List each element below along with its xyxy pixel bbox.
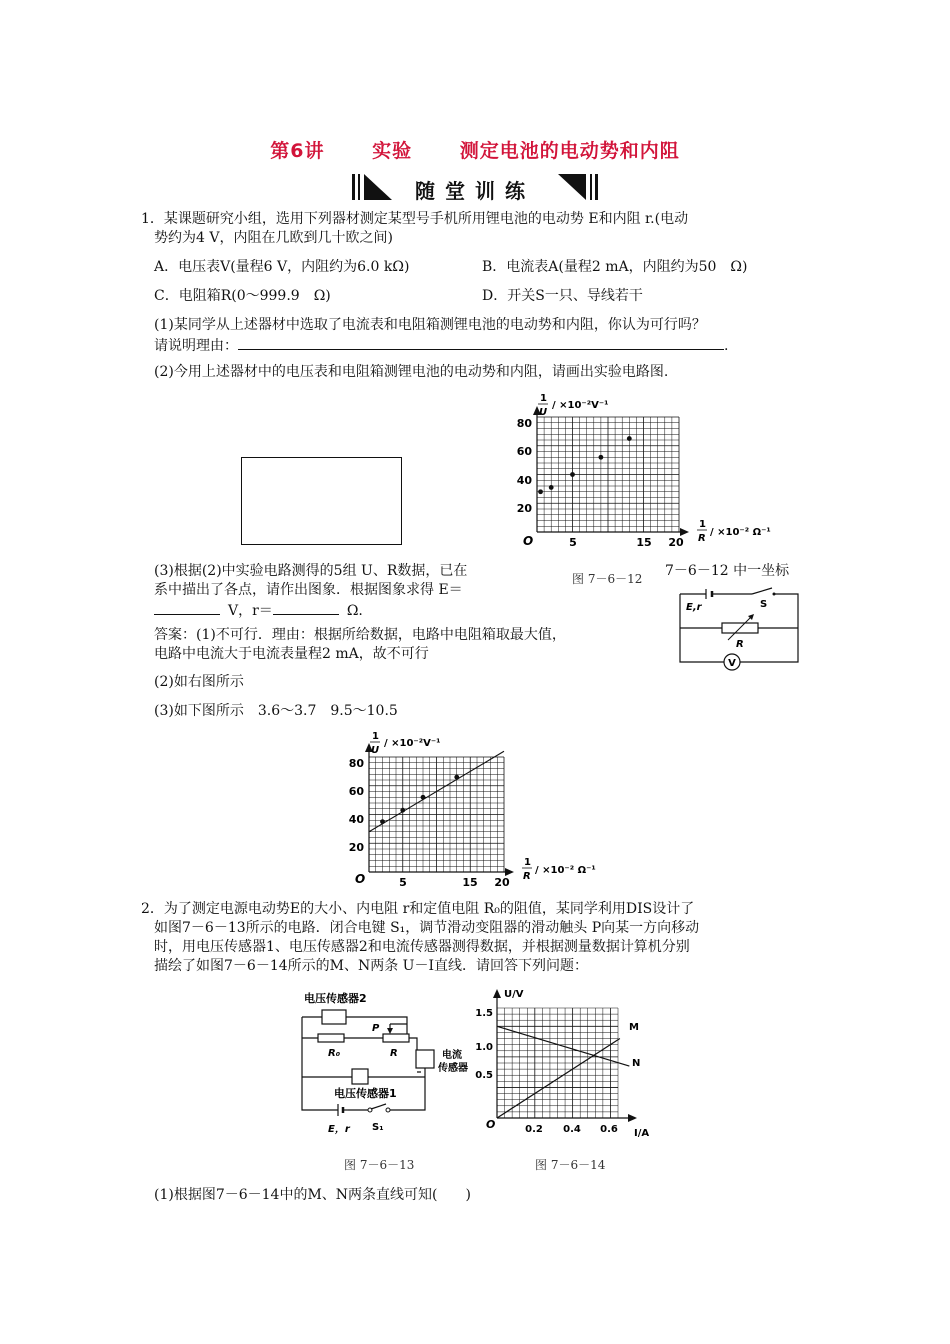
title-lecture: 第6讲 [270, 140, 325, 162]
graph2-ylabel-unit: / ×10⁻²V⁻¹ [384, 738, 441, 749]
graph2-xlabel-den: R [523, 871, 531, 882]
q1-part3-line2: 系中描出了各点，请作出图象．根据图象求得 E＝ [154, 582, 463, 598]
graph2-xtick-5: 5 [399, 876, 407, 889]
current-sensor-box [416, 1050, 434, 1068]
slider-label: P [372, 1023, 380, 1034]
graph2-ytick-80: 80 [348, 757, 364, 770]
graph2-xtick-15: 15 [462, 876, 478, 889]
section-banner [352, 172, 598, 202]
figure-7-6-13-circuit [290, 980, 480, 1140]
graph1-ytick-80: 80 [516, 417, 532, 430]
q1-part3-unit-v: V，r＝ [228, 603, 273, 619]
graph1-xtick-20: 20 [668, 536, 684, 549]
q2-line4: 描绘了如图7－6－14所示的M、N两条 U－I直线．请回答下列问题： [154, 958, 588, 974]
graph3-ytick-1.5: 1.5 [475, 1008, 493, 1019]
q1-part3-tail: 7－6－12 中一坐标 [665, 563, 790, 579]
q1-part2: (2)今用上述器材中的电压表和电阻箱测锂电池的电动势和内阻，请画出实验电路图. [154, 364, 669, 380]
answer-graph [324, 728, 624, 892]
graph1-point [599, 455, 604, 460]
switch-label: S [760, 599, 768, 610]
page-title [0, 136, 950, 163]
q1-part1-line2 [154, 335, 728, 356]
graph2-xlabel-num: 1 [524, 857, 531, 868]
graph3-y-arrow [493, 989, 501, 998]
resistance-blank[interactable] [273, 600, 339, 615]
graph3-xlabel: I/A [634, 1128, 650, 1139]
graph3-ytick-0.5: 0.5 [475, 1070, 493, 1081]
answer-line2: 电路中电流大于电流表量程2 mA，故不可行 [154, 646, 429, 662]
graph2-xlabel-unit: / ×10⁻² Ω⁻¹ [535, 865, 596, 876]
answer-line1: 答案：(1)不可行．理由：根据所给数据，电路中电阻箱取最大值， [154, 627, 566, 643]
graph1-point [570, 472, 575, 477]
q1-option-d: D．开关S一只、导线若干 [482, 288, 643, 304]
voltage-sensor-1-box [352, 1069, 368, 1084]
r0-resistor [318, 1034, 344, 1042]
q2-line2: 如图7－6－13所示的电路．闭合电键 S₁，调节滑动变阻器的滑动触头 P向某一方向移动 [154, 920, 700, 936]
q2-line1: 2．为了测定电源电动势E的大小、内电阻 r和定值电阻 R₀的阻值，某同学利用DIS设计了 [141, 901, 695, 917]
title-experiment: 实验 [372, 140, 413, 162]
rheostat [383, 1034, 409, 1042]
q1-part1-line1: (1)某同学从上述器材中选取了电流表和电阻箱测锂电池的电动势和内阻，你认为可行吗？ [154, 317, 706, 333]
q1-option-a: A．电压表V(量程6 V，内阻约为6.0 kΩ) [154, 259, 410, 275]
graph1-ylabel-num: 1 [540, 393, 547, 404]
current-sensor-label-1: 电流 [442, 1050, 462, 1061]
graph1-point [627, 436, 632, 441]
graph3-origin: O [486, 1118, 496, 1131]
graph3-xtick-0.2: 0.2 [525, 1124, 543, 1135]
rheostat-label: R [390, 1048, 398, 1059]
q1-part3-line1: (3)根据(2)中实验电路测得的5组 U、R数据，已在 [154, 563, 468, 579]
graph1-xtick-5: 5 [569, 536, 577, 549]
graph1-ylabel-unit: / ×10⁻²V⁻¹ [552, 400, 609, 411]
q1-reason-end: . [724, 338, 729, 354]
voltage-sensor-1-label: 电压传感器1 [334, 1087, 397, 1100]
emf-blank[interactable] [154, 600, 220, 615]
graph2-point [400, 808, 405, 813]
q1-option-c: C．电阻箱R(0～999.9 Ω) [154, 288, 331, 304]
source-er-label: E，r [328, 1124, 350, 1135]
graph1-point [549, 485, 554, 490]
q1-line1: 1．某课题研究小组，选用下列器材测定某型号手机所用锂电池的电动势 E和内阻 r.(电动 [141, 211, 689, 227]
switch-s1-label: S₁ [372, 1122, 384, 1133]
answer-line4: (3)如下图所示 3.6～3.7 9.5～10.5 [154, 703, 398, 719]
graph2-ytick-20: 20 [348, 841, 364, 854]
graph1-point [538, 489, 543, 494]
graph3-ytick-1.0: 1.0 [475, 1042, 493, 1053]
graph3-grid [497, 1008, 618, 1118]
graph1-xlabel-den: R [698, 533, 706, 544]
graph2-point [380, 819, 385, 824]
graph2-xtick-20: 20 [494, 876, 510, 889]
series-m-label: M [629, 1022, 639, 1033]
graph2-ylabel-den: U [371, 745, 380, 756]
resistor-label: R [736, 639, 744, 650]
current-sensor-label-2: 传感器 [438, 1063, 468, 1074]
graph2-x-arrow [505, 868, 514, 876]
graph1-grid [537, 417, 679, 532]
graph2-grid [369, 757, 504, 872]
q1-line2: 势约为4 V，内阻在几欧到几十欧之间) [154, 230, 393, 246]
q1-part3-unit-ohm: Ω. [346, 603, 363, 619]
switch-blade [752, 588, 772, 594]
q2-line3: 时，用电压传感器1、电压传感器2和电流传感器测得数据，并根据测量数据计算机分别 [154, 939, 690, 955]
q2-part1: (1)根据图7－6－14中的M、N两条直线可知( ) [154, 1187, 471, 1203]
graph1-origin: O [523, 534, 534, 548]
banner-title: 随堂训练 [415, 179, 535, 203]
graph3-ylabel: U/V [504, 989, 524, 1000]
graph2-point [421, 795, 426, 800]
circuit-drawing-box[interactable] [241, 457, 402, 545]
q1-option-b: B．电流表A(量程2 mA，内阻约为50 Ω) [482, 259, 748, 275]
graph3-series [497, 1026, 629, 1118]
graph1-x-arrow [680, 528, 689, 536]
figure-7-6-12-graph [492, 388, 792, 558]
circuit-answer-diagram [676, 588, 802, 669]
r0-label: R₀ [328, 1048, 341, 1059]
q1-reason-label: 请说明理由： [154, 338, 238, 354]
answer-line3: (2)如右图所示 [154, 674, 244, 690]
graph3-xtick-0.6: 0.6 [600, 1124, 618, 1135]
series-m-line [497, 1039, 620, 1118]
figure-7-6-12-caption: 图 7－6－12 [572, 572, 643, 586]
switch-s1 [371, 1104, 386, 1109]
figure-7-6-13-caption: 图 7－6－13 [344, 1158, 415, 1172]
graph1-xtick-15: 15 [636, 536, 652, 549]
graph2-point [454, 775, 459, 780]
reason-blank[interactable] [238, 335, 724, 350]
figure-7-6-14-caption: 图 7－6－14 [535, 1158, 606, 1172]
source-label: E,r [686, 602, 702, 613]
graph1-ytick-60: 60 [516, 445, 532, 458]
series-n-label: N [632, 1058, 641, 1069]
graph1-xlabel-num: 1 [699, 519, 706, 530]
graph1-data-points [538, 436, 632, 494]
graph2-ylabel-num: 1 [372, 731, 379, 742]
title-topic: 测定电池的电动势和内阻 [459, 140, 680, 162]
q1-part3-line3 [154, 600, 363, 621]
slider-contact [387, 1028, 393, 1034]
graph3-xtick-0.4: 0.4 [563, 1124, 581, 1135]
graph2-origin: O [355, 872, 366, 886]
voltage-sensor-2-box [322, 1010, 346, 1024]
graph1-xlabel-unit: / ×10⁻² Ω⁻¹ [710, 527, 771, 538]
voltage-sensor-2-label: 电压传感器2 [304, 992, 367, 1005]
graph1-ytick-40: 40 [516, 474, 532, 487]
graph2-data-points [380, 775, 459, 824]
graph1-ytick-20: 20 [516, 502, 532, 515]
figure-7-6-14-graph [475, 980, 660, 1140]
graph1-ylabel-den: U [539, 407, 548, 418]
graph3-x-arrow [628, 1114, 637, 1122]
graph2-ytick-60: 60 [348, 785, 364, 798]
graph2-ytick-40: 40 [348, 813, 364, 826]
voltmeter-label: V [728, 658, 736, 669]
